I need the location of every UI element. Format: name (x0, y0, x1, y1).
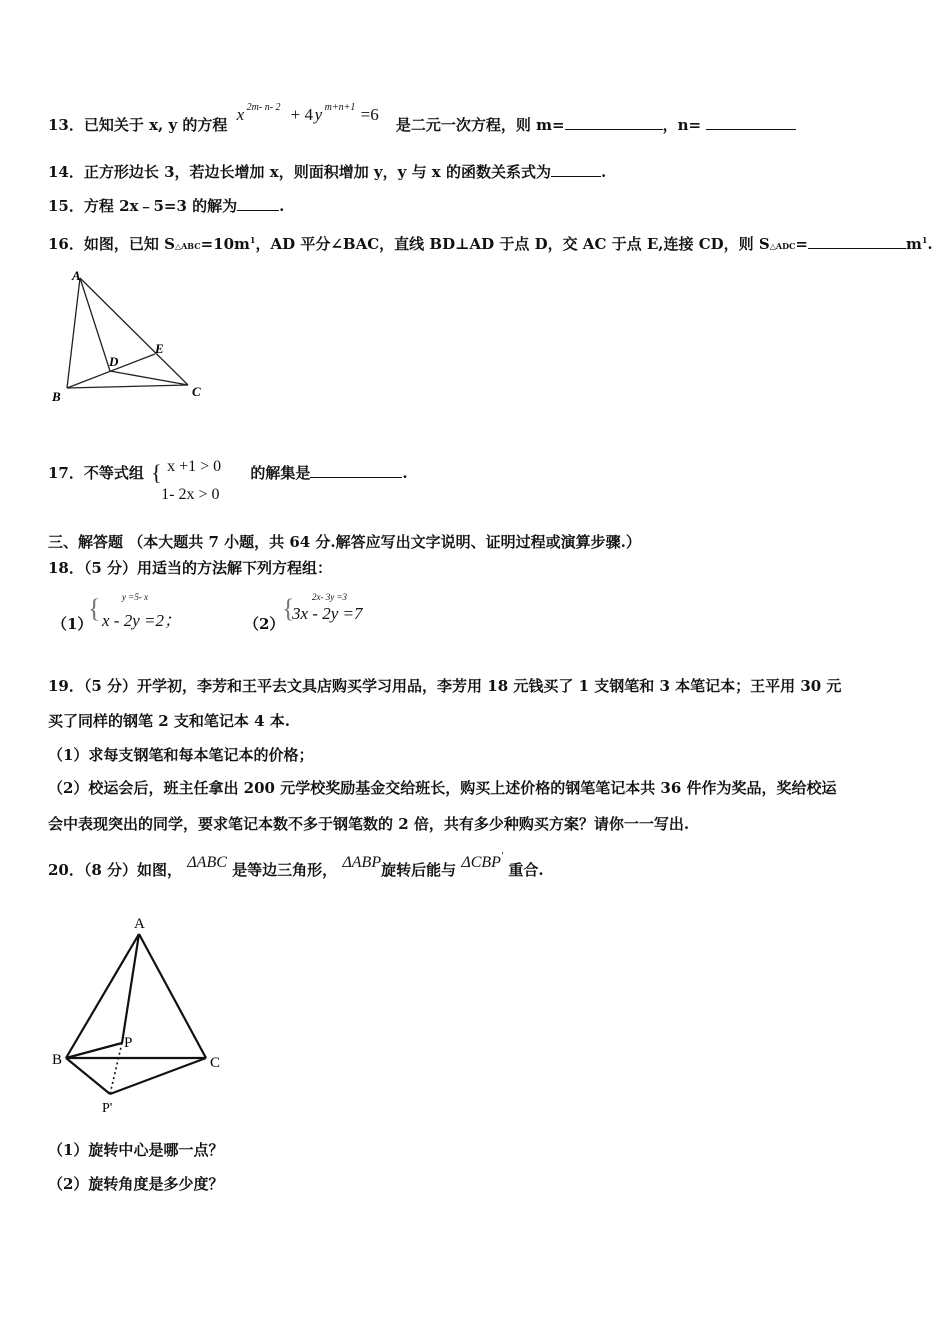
q16-figure-lines (67, 278, 188, 388)
q18-p2-eq1: 2x- 3y =3 (312, 592, 348, 602)
q17-ineq1: x +1 > 0 (167, 458, 222, 475)
q19-line4: （2）校运会后，班主任拿出 200 元学校奖励基金交给班长，购买上述价格的钢笔笔记本共 36 件作为奖品，奖给校运 (48, 779, 837, 797)
q17-ineq2: 1- 2x > 0 (161, 486, 220, 503)
q14-text: 14．正方形边长 3，若边长增加 x，则面积增加 y，y 与 x 的函数关系式为 (48, 163, 551, 181)
q19-line3: （1）求每支钢笔和每本笔记本的价格； (48, 746, 314, 764)
label-b: B (52, 1052, 63, 1068)
section3-text: 三、解答题 （本大题共 7 小题，共 64 分.解答应写出文字说明、证明过程或演算步骤.） (48, 533, 641, 551)
q16-sub2: △ADC (769, 241, 796, 251)
q18-p1-brace: { (88, 594, 101, 623)
segment-ac (139, 934, 206, 1058)
q17-end: . (402, 464, 408, 482)
q17-line (48, 458, 408, 503)
label-c: C (210, 1055, 221, 1071)
q16-sup2: 1 (921, 235, 928, 245)
q19-line2: 买了同样的钢笔 2 支和笔记本 4 本. (48, 712, 290, 730)
q15-text: 15．方程 2x﹣5=3 的解为 (48, 197, 238, 215)
q16-line (48, 230, 933, 256)
q16-sub1: △ABC (174, 241, 201, 251)
q19-line5: 会中表现突出的同学，要求笔记本数不多于钢笔数的 2 倍，共有多少种购买方案？请你一一写出. (48, 815, 690, 833)
q13-line (48, 102, 796, 135)
q14-end: . (600, 163, 607, 181)
q20-tri2: ΔABP (342, 854, 382, 871)
q16-triangle-figure (40, 262, 220, 412)
q17-brace: { (151, 460, 162, 485)
q20-figure-lines (66, 934, 206, 1094)
q13-eq-y: y (314, 105, 323, 124)
q13-eq-x-exp: 2m- n- 2 (246, 102, 281, 113)
q15-end: . (279, 197, 285, 215)
segment-ab (67, 278, 80, 388)
q17-prefix: 17．不等式组 (48, 464, 144, 482)
q16-sup1: 1 (249, 235, 256, 245)
q18-line (48, 558, 332, 578)
label-e: E (155, 341, 164, 356)
q17-suffix: 的解集是 (250, 464, 311, 482)
q14-blank (551, 162, 601, 177)
q20-triangle-figure (44, 912, 244, 1122)
label-p: P (124, 1035, 133, 1051)
section3-heading (48, 532, 641, 552)
q20-prefix: 20．（8 分）如图， (48, 861, 183, 879)
q16-prefix: 16．如图，已知 S (48, 235, 175, 253)
q16-end: . (927, 235, 933, 253)
q16-unit: m (905, 235, 922, 253)
q13-eq-plus: + 4 (290, 105, 314, 124)
q20-end: 重合. (508, 861, 544, 879)
q18-p1-eq1: y =5- x (122, 592, 149, 602)
q13-eq-y-exp: m+n+1 (324, 102, 356, 113)
q13-eq-x: x (236, 105, 245, 124)
segment-bc (67, 385, 188, 388)
segment-bp-prime (66, 1058, 110, 1094)
q13-mid: 是二元一次方程，则 m= (395, 116, 565, 134)
q13-prefix: 13．已知关于 x, y 的方程 (48, 116, 228, 134)
q20-sub2: （2）旋转角度是多少度？ (48, 1175, 224, 1193)
q18-p2-label: （2） (244, 615, 285, 633)
q15-blank (237, 196, 279, 211)
segment-pp-prime-dotted (110, 1043, 122, 1094)
q18-systems (48, 590, 448, 640)
label-b: B (52, 389, 61, 404)
label-c: C (192, 384, 201, 399)
q17-system (149, 458, 245, 503)
q20-line (48, 851, 544, 883)
q18-p2-eq2: 3x - 2y =7 (292, 604, 363, 623)
q13-equation (233, 102, 391, 135)
q16-mid2: ，AD 平分∠BAC，直线 BD⊥AD 于点 D，交 AC 于点 E,连接 CD，则 S (255, 235, 770, 253)
label-a: A (72, 268, 81, 283)
q13-n-label: ，n= (662, 116, 702, 134)
q20-tri1: ΔABC (187, 854, 227, 871)
q16-eq: = (795, 235, 808, 253)
q13-eq-rhs: =6 (360, 105, 379, 124)
q20-tri3: ΔCBP (461, 854, 501, 871)
q15-line (48, 196, 284, 216)
q18-text: 18．（5 分）用适当的方法解下列方程组： (48, 559, 333, 577)
q13-n-blank (706, 115, 796, 130)
q18-p1-eq2: x - 2y =2； (102, 611, 181, 630)
segment-cp-prime (110, 1058, 206, 1094)
q16-mid: =10m (200, 235, 250, 253)
label-d: D (109, 354, 119, 369)
q18-p1-label: （1） (52, 615, 93, 633)
q18-p2-brace: { (282, 594, 295, 623)
q20-tri3-prime: ′ (500, 851, 504, 862)
label-a: A (134, 916, 145, 932)
label-p-prime: P' (102, 1101, 113, 1116)
q20-sub1: （1）旋转中心是哪一点？ (48, 1141, 224, 1159)
q14-line (48, 162, 606, 182)
q19-line1: 19．（5 分）开学初，李芳和王平去文具店购买学习用品，李芳用 18 元钱买了 1 支钢笔和 3 本笔记本；王平用 30 元 (48, 677, 842, 695)
q17-blank (310, 463, 402, 478)
q20-mid2: 旋转后能与 (381, 861, 457, 879)
q20-mid1: 是等边三角形， (232, 861, 338, 879)
segment-ac (80, 278, 188, 385)
q16-blank (808, 234, 906, 249)
q13-m-blank (565, 115, 663, 130)
